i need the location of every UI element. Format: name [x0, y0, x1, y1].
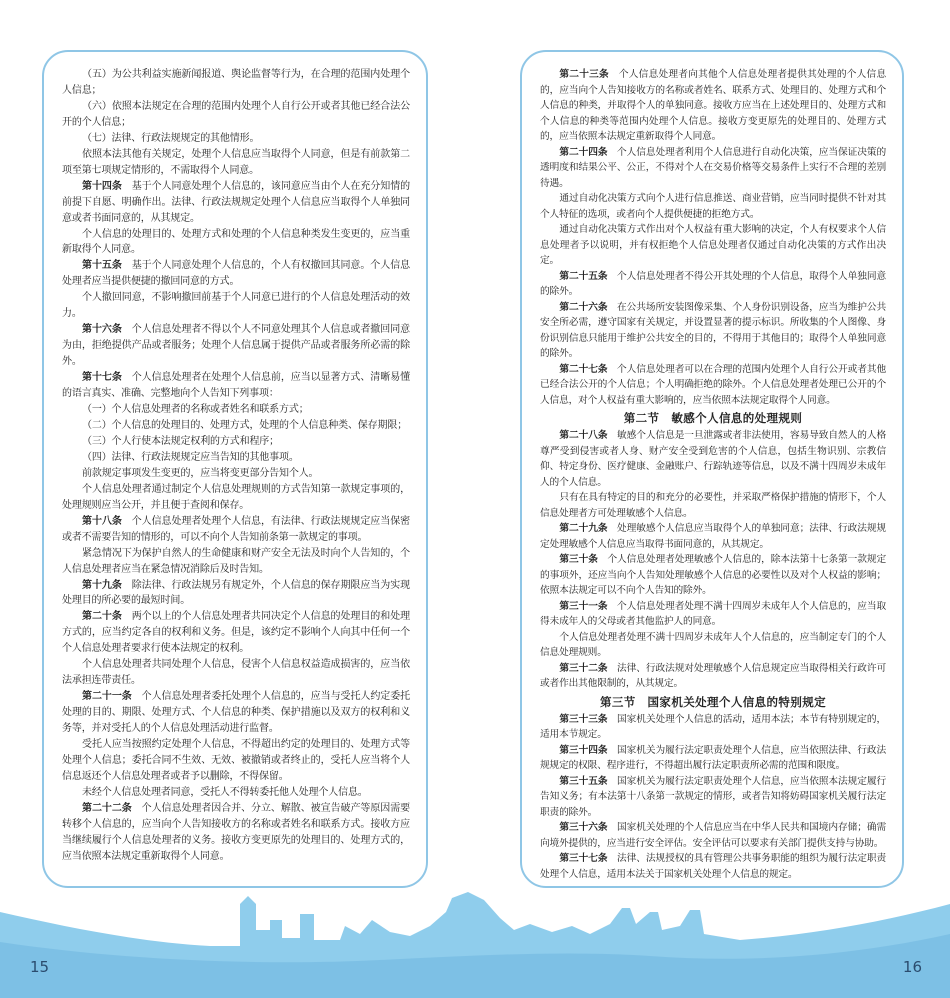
paragraph	[62, 657, 410, 689]
paragraph	[62, 227, 410, 259]
article-paragraph	[540, 599, 886, 630]
paragraph-text: 前款规定事项发生变更的，应当将变更部分告知个人。	[82, 467, 319, 479]
article-number: 第三十二条	[559, 662, 608, 674]
paragraph-text: 紧急情况下为保护自然人的生命健康和财产安全无法及时向个人告知的，个人信息处理者应当在紧急情况消除后及时告知。	[62, 547, 410, 575]
article-number: 第十七条	[82, 372, 122, 384]
paragraph-text: 个人信息处理者通过制定个人信息处理规则的方式告知第一款规定事项的，处理规则应当公开，并且便于查阅和保存。	[62, 483, 410, 511]
article-number: 第三十条	[559, 554, 598, 565]
left-text-panel	[42, 50, 428, 888]
paragraph-text: 个人信息处理者处理敏感个人信息的，除本法第十七条第一款规定的事项外，还应当向个人告知处理敏感个人信息的必要性以及对个人权益的影响；依照本法规定可以不向个人告知的除外。	[540, 554, 886, 596]
article-number: 第二十一条	[82, 691, 132, 703]
paragraph-text: （三）个人行使本法规定权利的方式和程序；	[82, 435, 279, 447]
paragraph-text: 只有在具有特定的目的和充分的必要性，并采取严格保护措施的情形下，个人信息处理者方可处理敏感个人信息。	[540, 492, 886, 519]
paragraph-text: 通过自动化决策方式向个人进行信息推送、商业营销，应当同时提供不针对其个人特征的选项，或者向个人提供便捷的拒绝方式。	[540, 193, 886, 220]
article-paragraph	[62, 370, 410, 402]
article-paragraph	[540, 362, 886, 409]
article-number: 第三十一条	[559, 600, 608, 612]
section-heading: 第三节 国家机关处理个人信息的特别规定	[599, 694, 827, 709]
paragraph-text: 国家机关处理的个人信息应当在中华人民共和国境内存储；确需向境外提供的，应当进行安全评估。安全评估可以要求有关部门提供支持与协助。	[540, 822, 886, 849]
paragraph-text: 国家机关为履行法定职责处理个人信息，应当依照本法规定履行告知义务；有本法第十八条第一款规定的情形，或者告知将妨碍国家机关履行法定职责的除外。	[540, 775, 886, 818]
article-paragraph	[540, 661, 886, 692]
article-paragraph	[540, 774, 886, 821]
paragraph-text: 两个以上的个人信息处理者共同决定个人信息的处理目的和处理方式的，应当约定各自的权利和义务。但是，该约定不影响个人向其中任何一个个人信息处理者要求行使本法规定的权利。	[62, 611, 410, 655]
page-number-right: 16	[902, 958, 922, 976]
article-paragraph	[540, 67, 886, 145]
article-number: 第三十六条	[559, 822, 608, 833]
article-paragraph	[62, 258, 410, 290]
paragraph	[540, 191, 886, 222]
article-number: 第三十七条	[559, 853, 608, 864]
paragraph-text: 个人信息处理者不得公开其处理的个人信息，取得个人单独同意的除外。	[540, 270, 886, 297]
paragraph	[62, 147, 410, 179]
article-paragraph	[62, 179, 410, 227]
paragraph-text: （一）个人信息处理者的名称或者姓名和联系方式；	[82, 404, 309, 416]
article-number: 第二十八条	[559, 430, 608, 441]
article-number: 第三十五条	[559, 775, 608, 787]
paragraph-text: 个人信息处理者可以在合理的范围内处理个人自行公开或者其他已经合法公开的个人信息；个人明确拒绝的除外。个人信息处理者处理已公开的个人信息，对个人权益有重大影响的，应当依照本法规定取得个人同意。	[540, 363, 886, 406]
article-paragraph	[540, 712, 886, 743]
article-paragraph	[540, 820, 886, 851]
paragraph-text: （四）法律、行政法规规定应当告知的其他事项。	[82, 451, 299, 463]
article-paragraph	[540, 300, 886, 362]
article-paragraph	[62, 578, 410, 610]
paragraph	[62, 99, 410, 131]
paragraph-text: 个人信息处理者向其他个人信息处理者提供其处理的个人信息的，应当向个人告知接收方的名称或者姓名、联系方式、处理目的、处理方式和个人信息的种类，并取得个人的单独同意。接收方应当在上述处理目的、处理方式和个人信息的种类等范围内处理个人信息。接收方变更原先的处理目的、处理方式的，应当依照本法规定重新取得个人同意。	[540, 69, 887, 142]
article-paragraph	[62, 801, 410, 865]
paragraph-text: 个人信息处理者共同处理个人信息，侵害个人信息权益造成损害的，应当依法承担连带责任。	[62, 659, 410, 687]
article-paragraph	[540, 851, 886, 882]
article-number: 第二十四条	[559, 146, 608, 158]
paragraph-text: 个人信息处理者利用个人信息进行自动化决策，应当保证决策的透明度和结果公平、公正，不得对个人在交易价格等交易条件上实行不合理的差别待遇。	[540, 146, 886, 189]
article-number: 第十五条	[82, 260, 122, 272]
paragraph	[62, 785, 410, 801]
paragraph-text: 敏感个人信息是一旦泄露或者非法使用，容易导致自然人的人格尊严受到侵害或者人身、财产安全受到危害的个人信息，包括生物识别、宗教信仰、特定身份、医疗健康、金融账户、行踪轨迹等信息，以及不满十四周岁未成年人的个人信息。	[540, 430, 886, 488]
paragraph-text: 国家机关为履行法定职责处理个人信息，应当依照法律、行政法规规定的权限、程序进行，不得超出履行法定职责所必需的范围和限度。	[540, 744, 886, 771]
article-paragraph	[62, 689, 410, 737]
article-paragraph	[62, 609, 410, 657]
paragraph-text: 个人信息处理者不得以个人不同意处理其个人信息或者撤回同意为由，拒绝提供产品或者服务；处理个人信息属于提供产品或者服务所必需的除外。	[62, 324, 410, 368]
article-paragraph	[540, 269, 886, 300]
article-number: 第二十九条	[559, 523, 608, 534]
article-number: 第二十条	[82, 611, 122, 623]
article-paragraph	[540, 428, 886, 490]
article-paragraph	[540, 145, 886, 192]
article-number: 第三十四条	[559, 744, 608, 756]
article-number: 第二十六条	[559, 301, 608, 313]
paragraph-text: （五）为公共利益实施新闻报道、舆论监督等行为，在合理的范围内处理个人信息；	[62, 69, 410, 96]
paragraph	[62, 67, 410, 99]
section-heading: 第二节 敏感个人信息的处理规则	[623, 411, 803, 425]
paragraph-text: 个人信息处理者因合并、分立、解散、被宣告破产等原因需要转移个人信息的，应当向个人告知接收方的名称或者姓名和联系方式。接收方应当继续履行个人信息处理者的义务。接收方变更原先的处理目的、处理方式的，应当依照本法规定重新取得个人同意。	[62, 802, 411, 862]
paragraph-text: 除法律、行政法规另有规定外，个人信息的保存期限应当为实现处理目的所必要的最短时间。	[62, 579, 410, 607]
paragraph-text: 个人信息处理者处理个人信息，有法律、行政法规规定应当保密或者不需要告知的情形的，可以不向个人告知前条第一款规定的事项。	[62, 515, 410, 543]
paragraph-text: 个人信息处理者在处理个人信息前，应当以显著方式、清晰易懂的语言真实、准确、完整地向个人告知下列事项：	[62, 372, 410, 400]
page-number-left: 15	[30, 958, 50, 976]
right-text-panel	[520, 50, 904, 888]
paragraph-text: 国家机关处理个人信息的活动，适用本法；本节有特别规定的，适用本节规定。	[540, 713, 886, 740]
article-number: 第二十二条	[82, 802, 132, 814]
article-number: 第二十五条	[559, 270, 608, 282]
article-number: 第二十七条	[559, 363, 608, 375]
city-skyline-illustration	[0, 890, 950, 998]
article-paragraph	[62, 322, 410, 370]
paragraph	[62, 434, 410, 450]
paragraph-text: 个人信息处理者处理不满十四周岁未成年人个人信息的，应当制定专门的个人信息处理规则。	[540, 631, 886, 658]
paragraph-text: （七）法律、行政法规规定的其他情形。	[82, 132, 260, 144]
paragraph	[62, 290, 410, 322]
article-paragraph	[540, 552, 886, 599]
paragraph	[62, 546, 410, 578]
paragraph-text: 个人信息处理者委托处理个人信息的，应当与受托人约定委托处理的目的、期限、处理方式、个人信息的种类、保护措施以及双方的权利和义务等，并对受托人的个人信息处理活动进行监督。	[62, 691, 411, 735]
paragraph	[540, 490, 886, 521]
article-number: 第十六条	[82, 324, 122, 336]
paragraph-text: 法律、行政法规对处理敏感个人信息规定应当取得相关行政许可或者作出其他限制的，从其规定。	[540, 662, 886, 689]
paragraph-text: （二）个人信息的处理目的、处理方式，处理的个人信息种类、保存期限；	[82, 419, 408, 431]
paragraph-text: 依照本法其他有关规定，处理个人信息应当取得个人同意，但是有前款第二项至第七项规定情形的，不需取得个人同意。	[62, 148, 410, 176]
paragraph-text: 通过自动化决策方式作出对个人权益有重大影响的决定，个人有权要求个人信息处理者予以说明，并有权拒绝个人信息处理者仅通过自动化决策的方式作出决定。	[540, 224, 886, 266]
paragraph-text: （六）依照本法规定在合理的范围内处理个人自行公开或者其他已经合法公开的个人信息；	[62, 100, 410, 128]
paragraph-text: 个人信息的处理目的、处理方式和处理的个人信息种类发生变更的，应当重新取得个人同意。	[62, 228, 410, 256]
article-paragraph	[540, 521, 886, 552]
paragraph	[540, 630, 886, 661]
article-number: 第十八条	[82, 515, 122, 527]
article-number: 第二十三条	[559, 69, 609, 80]
paragraph-text: 个人撤回同意，不影响撤回前基于个人同意已进行的个人信息处理活动的效力。	[62, 292, 410, 320]
paragraph	[62, 131, 410, 147]
paragraph-text: 基于个人同意处理个人信息的，该同意应当由个人在充分知情的前提下自愿、明确作出。法律、行政法规规定处理个人信息应当取得个人单独同意或者书面同意的，从其规定。	[62, 180, 410, 224]
paragraph-text: 处理敏感个人信息应当取得个人的单独同意；法律、行政法规规定处理敏感个人信息应当取得书面同意的，从其规定。	[540, 523, 886, 550]
paragraph	[62, 466, 410, 482]
paragraph	[540, 222, 886, 269]
paragraph-text: 受托人应当按照约定处理个人信息，不得超出约定的处理目的、处理方式等处理个人信息；委托合同不生效、无效、被撤销或者终止的，受托人应当将个人信息返还个人信息处理者或者予以删除，不得保留。	[62, 739, 410, 782]
paragraph-text: 基于个人同意处理个人信息的，个人有权撤回其同意。个人信息处理者应当提供便捷的撤回同意的方式。	[62, 260, 410, 288]
paragraph-text: 未经个人信息处理者同意，受托人不得转委托他人处理个人信息。	[82, 786, 368, 798]
article-paragraph	[62, 514, 410, 546]
paragraph-text: 法律、法规授权的具有管理公共事务职能的组织为履行法定职责处理个人信息，适用本法关于国家机关处理个人信息的规定。	[540, 853, 886, 880]
paragraph	[62, 450, 410, 466]
paragraph	[62, 482, 410, 514]
article-paragraph	[540, 743, 886, 774]
article-number: 第十九条	[82, 579, 122, 591]
article-number: 第十四条	[82, 180, 122, 192]
paragraph	[62, 402, 410, 418]
paragraph-text: 个人信息处理者处理不满十四周岁未成年人个人信息的，应当取得未成年人的父母或者其他监护人的同意。	[540, 600, 886, 627]
paragraph	[62, 737, 410, 785]
paragraph-text: 在公共场所安装图像采集、个人身份识别设备，应当为维护公共安全所必需，遵守国家有关规定，并设置显著的提示标识。所收集的个人图像、身份识别信息只能用于维护公共安全的目的，不得用于其他目的；取得个人单独同意的除外。	[540, 301, 886, 359]
article-number: 第三十三条	[559, 713, 608, 725]
paragraph	[62, 418, 410, 434]
